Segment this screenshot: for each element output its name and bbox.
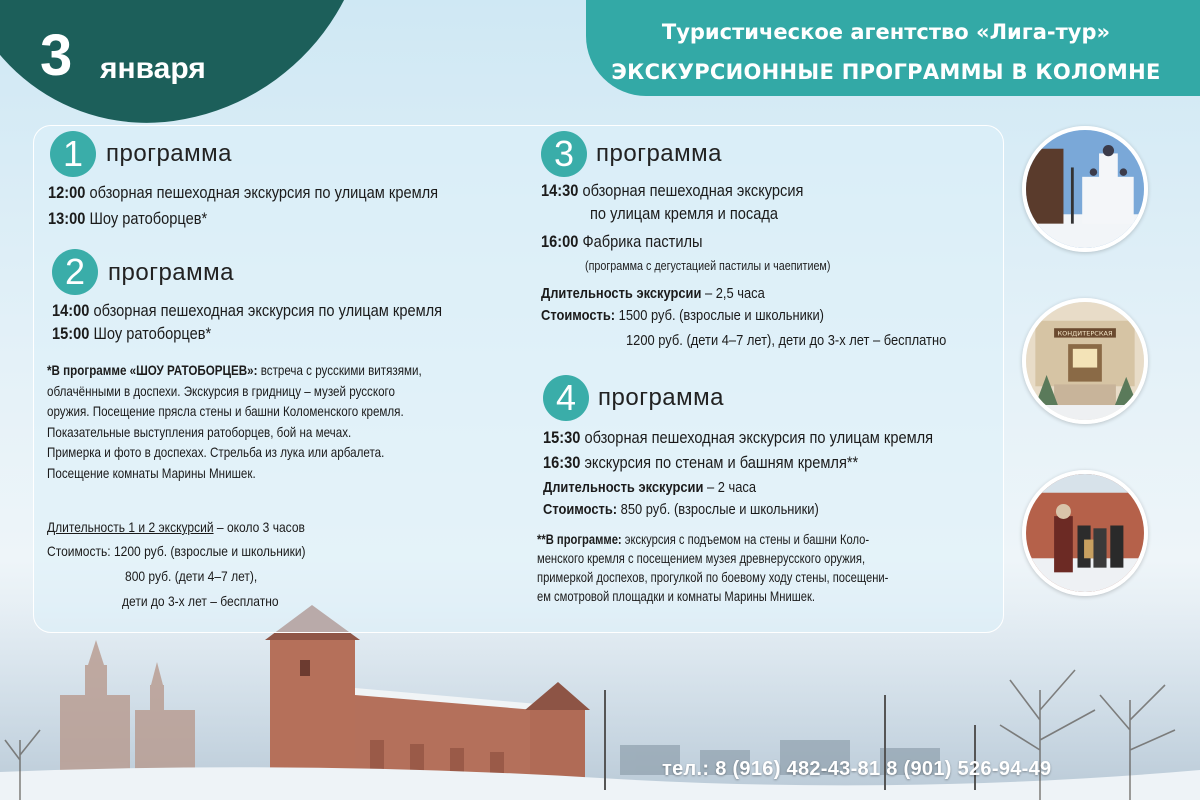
program-1-number-badge: 1 xyxy=(50,131,96,177)
confectionery-sign-text: КОНДИТЕРСКАЯ xyxy=(1057,329,1113,338)
show-note-lead: *В программе «ШОУ РАТОБОРЦЕВ»: xyxy=(47,362,258,378)
program-3-item-1-time: 14:30 xyxy=(541,181,579,200)
program-2-heading: программа xyxy=(108,259,234,286)
church-winter-photo xyxy=(1022,126,1148,252)
program-3-cost-line-2: 1200 руб. (дети 4–7 лет), дети до 3-х лет – бесплатно xyxy=(626,332,947,349)
program-3-item-1 xyxy=(541,181,803,201)
program-3-cost xyxy=(541,306,824,327)
confectionery-shop-photo xyxy=(1022,298,1148,424)
program-3-item-1-cont: по улицам кремля и посада xyxy=(590,204,779,223)
programs-1-2-duration-label: Длительность 1 и 2 экскурсий xyxy=(47,519,214,535)
program-3-item-2-time: 16:00 xyxy=(541,232,579,251)
program-4-item-1-time: 15:30 xyxy=(543,428,581,447)
programs-1-2-cost-line-2: 800 руб. (дети 4–7 лет), xyxy=(125,568,258,584)
program-3-item-2-text: Фабрика пастилы xyxy=(578,232,703,251)
program-4-item-2 xyxy=(543,453,858,473)
programs-1-2-cost-line-3: дети до 3-х лет – бесплатно xyxy=(122,593,279,609)
program-1-item-2 xyxy=(48,209,207,229)
program-4-item-1 xyxy=(543,428,933,448)
show-note-line-4: Показательные выступления ратоборцев, бой на мечах. xyxy=(47,423,352,440)
walls-note-line-4: ем смотровой площадки и комнаты Марины Мнишек. xyxy=(537,589,815,604)
program-4-duration-value: – 2 часа xyxy=(703,479,757,496)
program-1-heading: программа xyxy=(106,140,232,167)
program-2-item-2-time: 15:00 xyxy=(52,324,90,343)
program-3-number-badge: 3 xyxy=(541,131,587,177)
program-3-cost-line-1: 1500 руб. (взрослые и школьники) xyxy=(615,307,824,324)
knights-photo xyxy=(1022,470,1148,596)
program-2-number-badge: 2 xyxy=(52,249,98,295)
show-note-line-2: облачёнными в доспехи. Экскурсия в гридницу – музей русского xyxy=(47,382,395,399)
program-4-cost xyxy=(543,500,819,521)
walls-note-line-3: примеркой доспехов, прогулкой по боевому ходу стены, посещени- xyxy=(537,570,889,585)
program-3-heading: программа xyxy=(596,140,722,167)
programs-1-2-cost-line-1: 1200 руб. (взрослые и школьники) xyxy=(110,543,306,559)
show-note-line-3: оружия. Посещение прясла стены и башни Коломенского кремля. xyxy=(47,403,404,419)
program-3-item-2 xyxy=(541,232,703,252)
programs-1-2-cost-label: Стоимость: xyxy=(47,543,111,559)
page-title: ЭКСКУРСИОННЫЕ ПРОГРАММЫ В КОЛОМНЕ xyxy=(611,60,1161,84)
program-2-item-2-text: Шоу ратоборцев* xyxy=(89,324,212,343)
program-4-duration-label: Длительность экскурсии xyxy=(543,479,704,496)
contact-phone[interactable]: тел.: 8 (916) 482-43-81 8 (901) 526-94-49 xyxy=(662,758,1052,780)
program-4-item-1-text: обзорная пешеходная экскурсия по улицам кремля xyxy=(580,428,934,447)
show-note-line-1: встреча с русскими витязями, xyxy=(257,362,422,378)
programs-1-2-duration xyxy=(47,517,305,538)
program-4-heading: программа xyxy=(598,384,724,411)
program-2-item-1-text: обзорная пешеходная экскурсия по улицам кремля xyxy=(89,301,443,320)
program-4-duration xyxy=(543,478,756,499)
walls-note xyxy=(537,530,888,606)
program-2-item-2 xyxy=(52,324,211,344)
program-1-item-1 xyxy=(48,183,438,203)
program-3-duration-value: – 2,5 часа xyxy=(701,285,765,302)
program-4-cost-line-1: 850 руб. (взрослые и школьники) xyxy=(617,501,819,518)
show-note-line-5: Примерка и фото в доспехах. Стрельба из лука или арбалета. xyxy=(47,444,385,460)
walls-note-lead: **В программе: xyxy=(537,532,622,547)
program-2-item-1 xyxy=(52,301,442,321)
show-note xyxy=(47,360,422,483)
program-3-duration-label: Длительность экскурсии xyxy=(541,285,702,302)
programs-1-2-cost xyxy=(47,541,306,562)
program-3-item-1-text: обзорная пешеходная экскурсия xyxy=(578,181,804,200)
date-day: 3 xyxy=(40,23,73,88)
walls-note-line-1: экскурсия с подъемом на стены и башни Коло- xyxy=(621,532,870,547)
walls-note-line-2: менского кремля с посещением музея древнерусского оружия, xyxy=(537,551,866,566)
program-4-number-badge: 4 xyxy=(543,375,589,421)
agency-name: Туристическое агентство «Лига-тур» xyxy=(661,20,1111,44)
date-month: января xyxy=(100,52,206,85)
program-1-item-1-time: 12:00 xyxy=(48,183,86,202)
program-4-item-2-text: экскурсия по стенам и башням кремля** xyxy=(580,453,859,472)
show-note-line-6: Посещение комнаты Марины Мнишек. xyxy=(47,464,256,481)
program-3-item-2-note: (программа с дегустацией пастилы и чаепитием) xyxy=(585,259,831,273)
program-1-item-2-text: Шоу ратоборцев* xyxy=(85,209,208,228)
program-3-cost-label: Стоимость: xyxy=(541,307,616,324)
program-4-cost-label: Стоимость: xyxy=(543,501,618,518)
programs-1-2-duration-value: – около 3 часов xyxy=(213,519,305,535)
program-4-item-2-time: 16:30 xyxy=(543,453,581,472)
program-1-item-2-time: 13:00 xyxy=(48,209,86,228)
program-1-item-1-text: обзорная пешеходная экскурсия по улицам кремля xyxy=(85,183,439,202)
program-2-item-1-time: 14:00 xyxy=(52,301,90,320)
program-3-duration xyxy=(541,284,765,305)
